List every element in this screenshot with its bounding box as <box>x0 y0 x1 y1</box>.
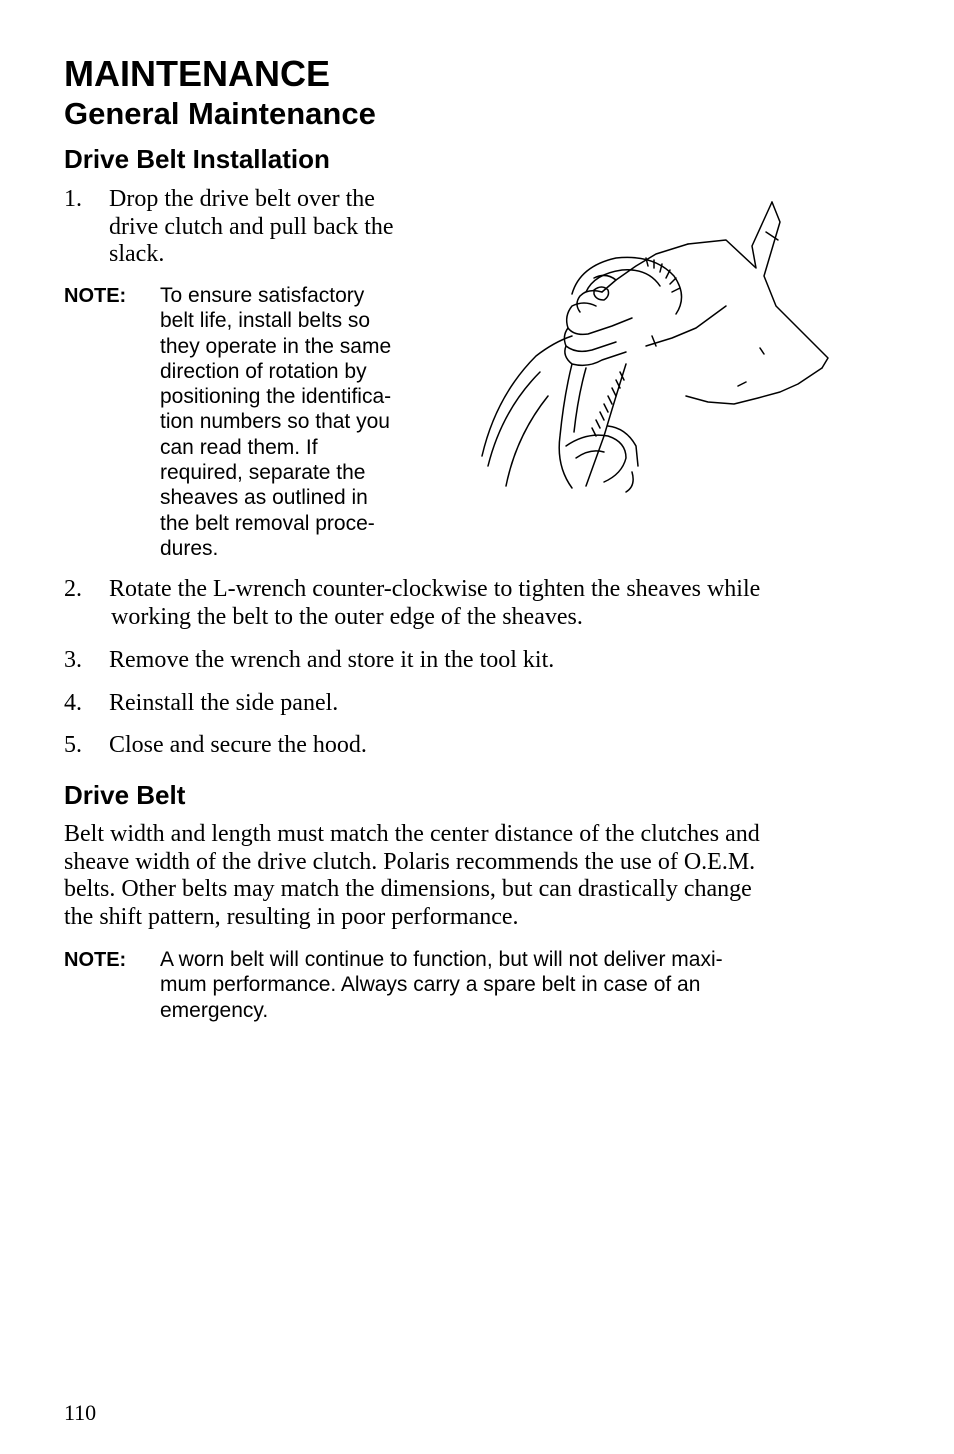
step5-text: Close and secure the hood. <box>109 732 367 758</box>
drive-belt-heading: Drive Belt <box>64 780 186 810</box>
paragraph-line: sheave width of the drive clutch. Polaris recommends the use of O.E.M. <box>64 848 756 875</box>
step2-number: 2. <box>64 576 82 602</box>
step5-number: 5. <box>64 732 82 758</box>
step1-line: Drop the drive belt over the <box>109 186 375 212</box>
page-number: 110 <box>64 1400 97 1425</box>
step1-line: drive clutch and pull back the <box>109 213 394 240</box>
step2-text <box>109 576 760 631</box>
note2-line: A worn belt will continue to function, but will not deliver maxi- <box>160 948 723 971</box>
note2-line: mum performance. Always carry a spare belt in case of an <box>160 973 701 997</box>
paragraph-line: the shift pattern, resulting in poor performance. <box>64 903 519 930</box>
note1-line: positioning the identifica- <box>160 385 392 409</box>
step4-text: Reinstall the side panel. <box>109 690 339 716</box>
drive-belt-installation-illustration <box>476 196 838 496</box>
step2-line: Rotate the L-wrench counter-clockwise to tighten the sheaves while <box>109 576 761 602</box>
paragraph-line: belts. Other belts may match the dimensions, but can drastically change <box>64 876 752 902</box>
note1-line: they operate in the same <box>160 334 392 358</box>
step2-line: working the belt to the outer edge of the sheaves. <box>111 603 583 630</box>
step4-number: 4. <box>64 690 82 716</box>
note1-label: NOTE: <box>64 285 127 307</box>
note1-line: belt life, install belts so <box>160 309 371 333</box>
note1-line: dures. <box>160 536 219 560</box>
note1-line: tion numbers so that you <box>160 410 390 434</box>
step1-line: slack. <box>109 241 165 267</box>
drive-belt-paragraph <box>64 821 760 931</box>
note1-line: required, separate the <box>160 461 366 485</box>
note2-line: emergency. <box>160 998 269 1022</box>
step3-text: Remove the wrench and store it in the tool kit. <box>109 647 555 673</box>
note1-text <box>160 283 391 561</box>
step1-number: 1. <box>64 186 82 212</box>
step3-number: 3. <box>64 647 82 673</box>
paragraph-line: Belt width and length must match the center distance of the clutches and <box>64 821 760 847</box>
note1-line: the belt removal proce- <box>160 511 375 535</box>
note2-text <box>160 947 723 1023</box>
note1-line: can read them. If <box>160 435 318 459</box>
section-title: MAINTENANCE <box>64 53 330 94</box>
note1-line: To ensure satisfactory <box>160 284 365 307</box>
note2-label: NOTE: <box>64 949 127 971</box>
installation-heading: Drive Belt Installation <box>64 144 330 174</box>
note1-line: direction of rotation by <box>160 359 367 383</box>
note1-line: sheaves as outlined in <box>160 486 368 510</box>
subsection-title: General Maintenance <box>64 96 376 131</box>
step1-text <box>109 186 394 269</box>
